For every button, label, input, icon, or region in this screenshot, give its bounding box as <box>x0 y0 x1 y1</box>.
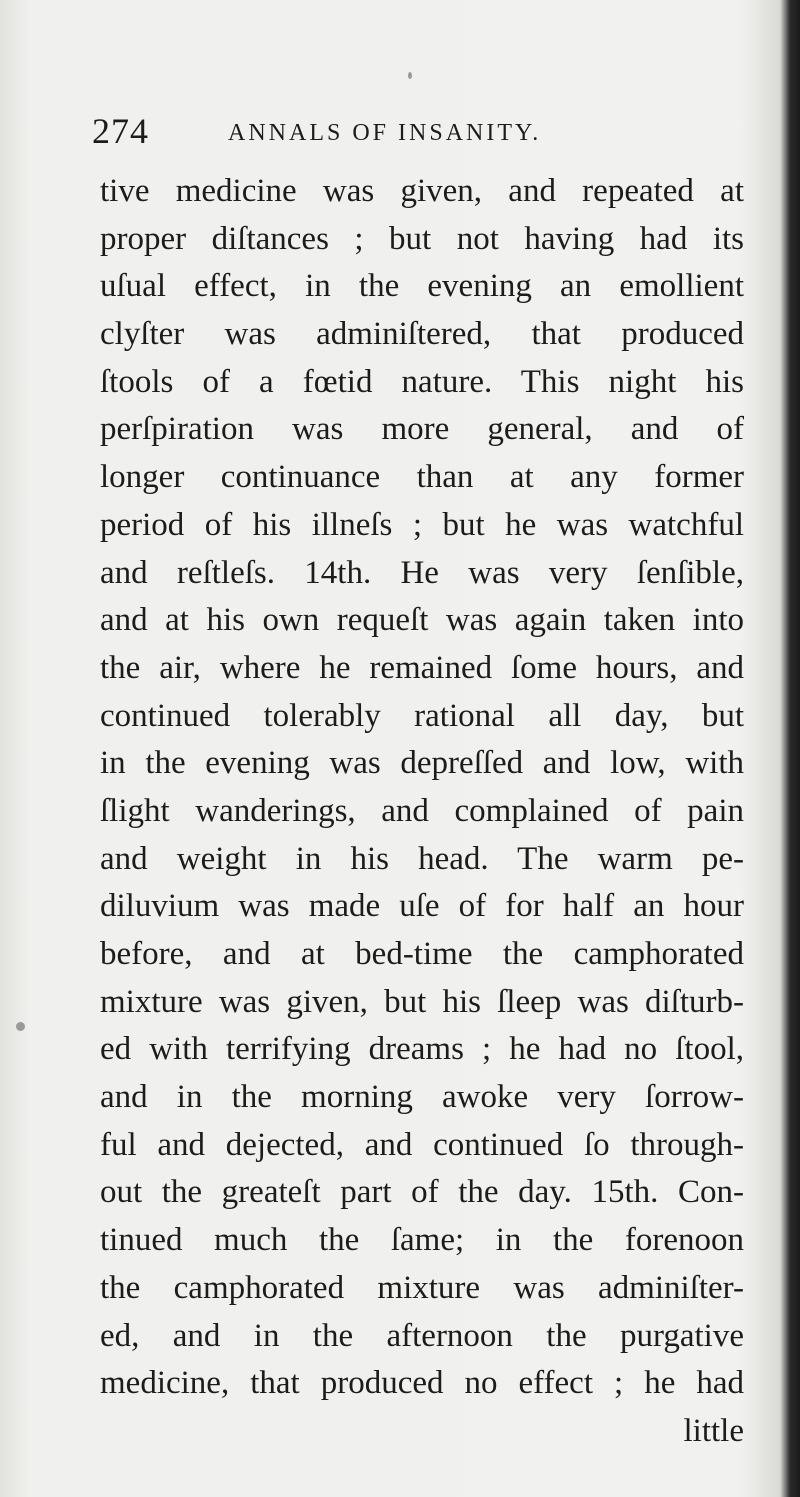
text-line: period of his illneſs ; but he was watchful <box>100 506 744 543</box>
text-line: before, and at bed-time the camphorated <box>100 936 744 972</box>
text-line: tive medicine was given, and repeated at <box>100 173 744 209</box>
text-line: uſual effect, in the evening an emollient <box>100 268 744 305</box>
text-line: the camphorated mixture was adminiſter- <box>100 1269 744 1306</box>
body-text <box>100 168 744 1456</box>
text-line: longer continuance than at any former <box>100 459 744 496</box>
text-line: continued tolerably rational all day, but <box>100 697 744 734</box>
catchword: little <box>683 1412 744 1449</box>
text-line: ed with terrifying dreams ; he had no ſtool, <box>100 1031 744 1068</box>
text-line: clyſter was adminiſtered, that produced <box>100 316 744 353</box>
paper-speck <box>16 1022 25 1031</box>
text-line: proper diſtances ; but not having had its <box>100 220 744 257</box>
text-line: tinued much the ſame; in the forenoon <box>100 1222 744 1259</box>
paper-speck <box>408 72 412 79</box>
text-line: ful and dejected, and continued ſo through- <box>100 1126 744 1163</box>
text-line: ed, and in the afternoon the purgative <box>100 1317 744 1354</box>
page-header <box>92 110 752 160</box>
text-line: ſlight wanderings, and complained of pain <box>100 792 744 829</box>
text-line: perſpiration was more general, and of <box>100 411 744 448</box>
page-number: 274 <box>92 111 149 151</box>
text-line: the air, where he remained ſome hours, and <box>100 649 744 686</box>
text-line: in the evening was depreſſed and low, with <box>100 745 744 782</box>
text-line: mixture was given, but his ſleep was diſturb- <box>100 983 744 1020</box>
text-line: ſtools of a fœtid nature. This night his <box>100 363 744 400</box>
text-line: out the greateſt part of the day. 15th. Con- <box>100 1174 744 1211</box>
text-line: and at his own requeſt was again taken into <box>100 602 744 639</box>
text-line: and in the morning awoke very ſorrow- <box>100 1079 744 1116</box>
text-line: diluvium was made uſe of for half an hour <box>100 888 744 925</box>
running-head: ANNALS OF INSANITY. <box>228 120 542 146</box>
text-line: and reſtleſs. 14th. He was very ſenſible, <box>100 554 744 591</box>
text-line: medicine, that produced no effect ; he had <box>100 1365 744 1402</box>
text-line: and weight in his head. The warm pe- <box>100 840 744 877</box>
